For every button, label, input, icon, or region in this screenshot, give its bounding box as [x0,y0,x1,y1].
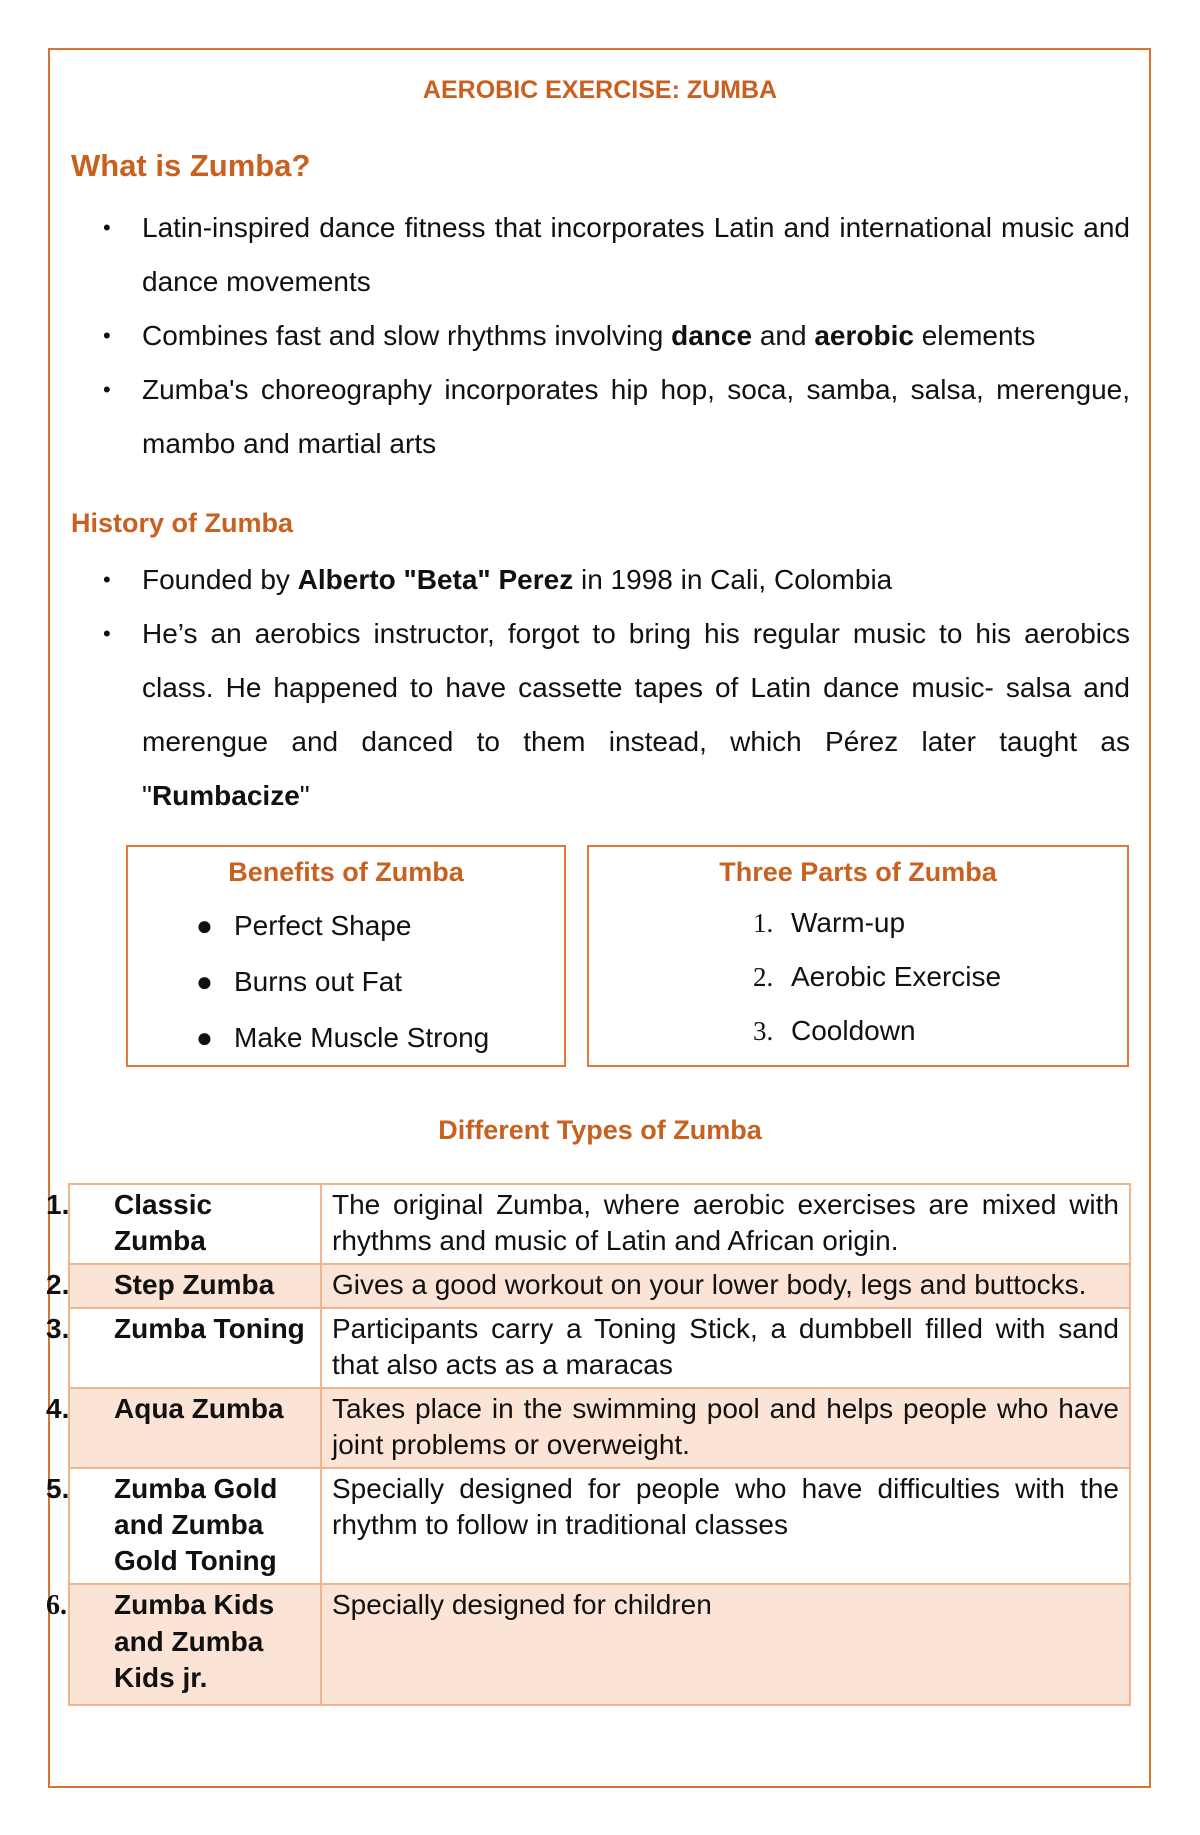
three-parts-heading: Three Parts of Zumba [719,857,997,887]
type-name-cell: 6. Zumba Kids and Zumba Kids jr. [69,1584,321,1705]
bullet-icon: • [103,323,111,348]
type-desc-cell: Gives a good workout on your lower body, legs and buttocks. [321,1264,1130,1308]
benefits-list [128,898,564,1066]
benefits-heading: Benefits of Zumba [228,857,464,887]
what-is-zumba-heading: What is Zumba? [71,148,311,183]
bullet-icon: ● [196,910,213,941]
type-desc-cell: Participants carry a Toning Stick, a dumbbell filled with sand that also acts as a maracas [321,1308,1130,1388]
table-row [69,1388,1130,1468]
bullet-icon: ● [196,1022,213,1053]
bullet-icon: • [103,567,111,592]
history-list [100,553,1130,823]
types-heading: Different Types of Zumba [438,1115,762,1145]
list-item: • He’s an aerobics instructor, forgot to bring his regular music to his aerobics class. He happened to have cassette tapes of Latin dance music- salsa and merengue and danced to them instead, which Pérez later taught as "Rumbacize" [100,607,1130,823]
type-name-cell: 1. Classic Zumba [69,1184,321,1264]
list-item: • Combines fast and slow rhythms involving dance and aerobic elements [100,309,1130,363]
type-name-cell: 3. Zumba Toning [69,1308,321,1388]
table-row [69,1184,1130,1264]
what-is-zumba-list [100,201,1130,471]
history-heading: History of Zumba [71,508,294,538]
bullet-icon: • [103,621,111,646]
document-title: AEROBIC EXERCISE: ZUMBA [422,76,778,104]
bullet-icon: • [103,215,111,240]
type-name-cell: 4. Aqua Zumba [69,1388,321,1468]
list-item: 2. Aerobic Exercise [753,961,1002,992]
list-item: • Latin-inspired dance fitness that incorporates Latin and international music and dance movements [100,201,1130,309]
types-table [46,1183,1131,1706]
list-item: ● Burns out Fat [196,954,564,1010]
type-desc-cell: Specially designed for people who have difficulties with the rhythm to follow in traditional classes [321,1468,1130,1584]
table-row [69,1264,1130,1308]
list-item: • Zumba's choreography incorporates hip hop, soca, samba, salsa, merengue, mambo and martial arts [100,363,1130,471]
type-desc-cell: The original Zumba, where aerobic exercises are mixed with rhythms and music of Latin and African origin. [321,1184,1130,1264]
type-name-cell: 5. Zumba Gold and Zumba Gold Toning [69,1468,321,1584]
three-parts-box [587,845,1129,1067]
benefits-box [126,845,566,1067]
table-row [69,1468,1130,1584]
type-desc-cell: Takes place in the swimming pool and helps people who have joint problems or overweight. [321,1388,1130,1468]
list-item: 3. Cooldown [753,1015,916,1046]
three-parts-list [589,896,1127,1058]
table-row [69,1584,1130,1705]
list-item: 1. Warm-up [753,907,906,938]
list-item: ● Perfect Shape [196,898,564,954]
list-item: • Founded by Alberto "Beta" Perez in 1998 in Cali, Colombia [100,553,1130,607]
bullet-icon: ● [196,966,213,997]
table-row [69,1308,1130,1388]
bullet-icon: • [103,377,111,402]
list-item: ● Make Muscle Strong [196,1010,564,1066]
type-name-cell: 2. Step Zumba [69,1264,321,1308]
type-desc-cell: Specially designed for children [321,1584,1130,1705]
